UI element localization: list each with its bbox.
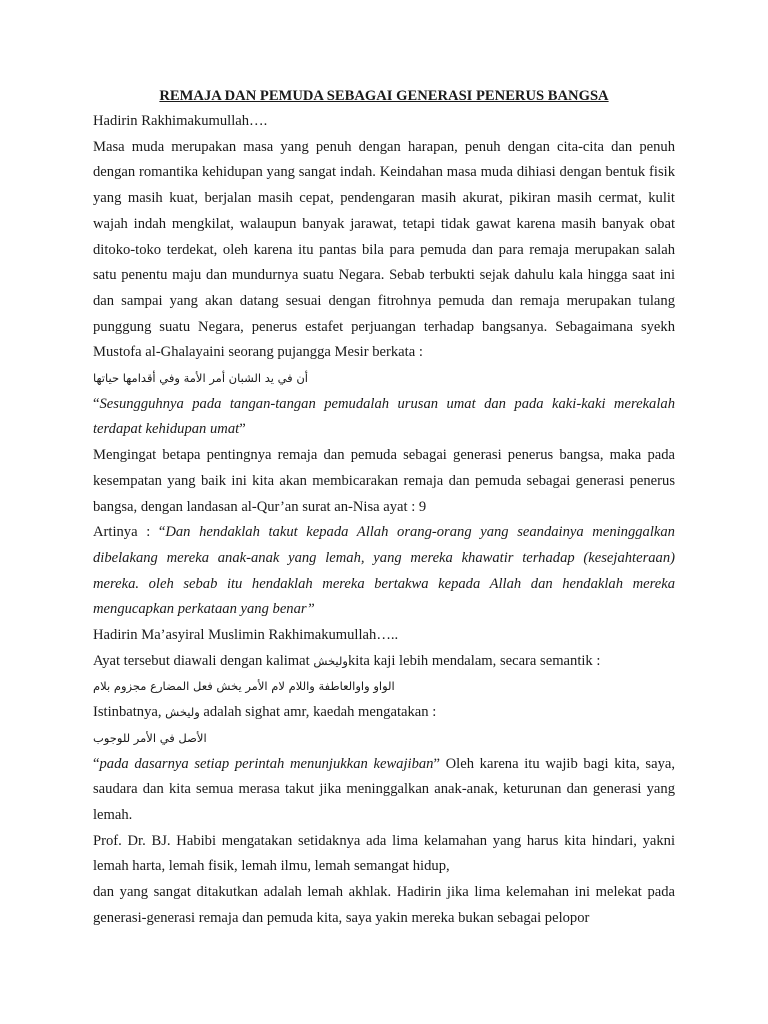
istinbat-arabic: وليخش	[165, 705, 200, 720]
quote-1	[93, 392, 675, 443]
ayat-post: kita kaji lebih mendalam, secara semantik :	[347, 652, 601, 669]
istinbat-pre: Istinbatnya,	[93, 704, 166, 721]
quote-1-text: Sesungguhnya pada tangan-tangan pemudalah urusan umat dan pada kaki-kaki merekalah terdapat kehidupan umat	[93, 395, 675, 438]
istinbat-post: adalah sighat amr, kaedah mengatakan :	[199, 704, 437, 721]
artinya-text: Dan hendaklah takut kepada Allah orang-orang yang seandainya meninggalkan dibelakang mereka anak-anak yang lemah, yang mereka khawatir terhadap (kesejahteraan) mereka. oleh sebab itu hendaklah mereka bertakwa kepada Allah dan hendaklah mereka mengucapkan perkataan yang benar	[93, 524, 675, 618]
arabic-line-2: الواو واوالعاطفة واللام لام الأمر يخش فعل المضارع مجزوم بلام	[93, 679, 395, 694]
artinya-paragraph	[93, 520, 675, 623]
quote-1-close: ”	[239, 421, 246, 438]
artinya-close: ”	[306, 601, 315, 618]
document-page	[93, 84, 675, 932]
arabic-quote-1: أن في يد الشبان أمر الأمة وفي أقدامها حياتها	[93, 371, 308, 386]
paragraph-5: dan yang sangat ditakutkan adalah lemah akhlak. Hadirin jika lima kelemahan ini melekat pada generasi-generasi remaja dan pemuda kita, saya yakin mereka bukan sebagai pelopor	[93, 884, 675, 926]
paragraph-4: Prof. Dr. BJ. Habibi mengatakan setidaknya ada lima kelamahan yang harus kita hindari, yakni lemah harta, lemah fisik, lemah ilmu, lemah semangat hidup,	[93, 832, 675, 875]
quote-2-text: pada dasarnya setiap perintah menunjukkan kewajiban	[99, 755, 434, 772]
paragraph-2: Mengingat betapa pentingnya remaja dan pemuda sebagai generasi penerus bangsa, maka pada kesempatan yang baik ini kita akan membicarakan remaja dan pemuda sebagai generasi penerus bangsa, dengan landasan al-Qur’an surat an-Nisa ayat : 9	[93, 447, 675, 515]
ayat-arabic: وليخش	[313, 653, 348, 668]
paragraph-1: Masa muda merupakan masa yang penuh dengan harapan, penuh dengan cita-cita dan penuh dengan romantika kehidupan yang sangat indah. Keindahan masa muda dihiasi dengan bentuk fisik yang masih kuat, berjalan masih cepat, pendengaran masih akurat, pikiran masih cermat, kulit wajah indah mengkilat, walaupun banyak jarawat, tetapi tidak gawat karena masih banyak obat ditoko-toko terdekat, oleh karena itu pantas bila para pemuda dan para remaja merupakan salah satu penentu maju dan mundurnya suatu Negara. Sebab terbukti sejak dahulu kala hingga saat ini dan sampai yang akan datang sesuai dengan fitrohnya pemuda dan remaja merupakan tulang punggung suatu Negara, penerus estafet perjuangan terhadap bangsanya. Sebagaimana syekh Mustofa al-Ghalayaini seorang pujangga Mesir berkata :	[93, 138, 675, 361]
greeting-1: Hadirin Rakhimakumullah….	[93, 113, 268, 129]
quote-2-open: “	[93, 755, 100, 772]
istinbat-line	[93, 700, 675, 726]
ayat-pre: Ayat tersebut diawali dengan kalimat	[93, 652, 314, 669]
arabic-line-3: الأصل في الأمر للوجوب	[93, 730, 207, 745]
paragraph-3	[93, 752, 675, 829]
greeting-2: Hadirin Ma’asyiral Muslimin Rakhimakumullah…..	[93, 627, 399, 644]
artinya-label: Artinya : “	[93, 524, 166, 541]
document-title: REMAJA DAN PEMUDA SEBAGAI GENERASI PENERUS BANGSA	[159, 88, 609, 104]
ayat-line	[93, 649, 675, 675]
paragraph-3-tail: Oleh karena itu wajib bagi kita, saya, saudara dan kita semua merasa takut jika meninggalkan anak-anak, keturunan dan generasi yang lemah.	[93, 755, 676, 823]
quote-1-open: “	[93, 395, 100, 412]
quote-2-close: ”	[433, 755, 440, 772]
